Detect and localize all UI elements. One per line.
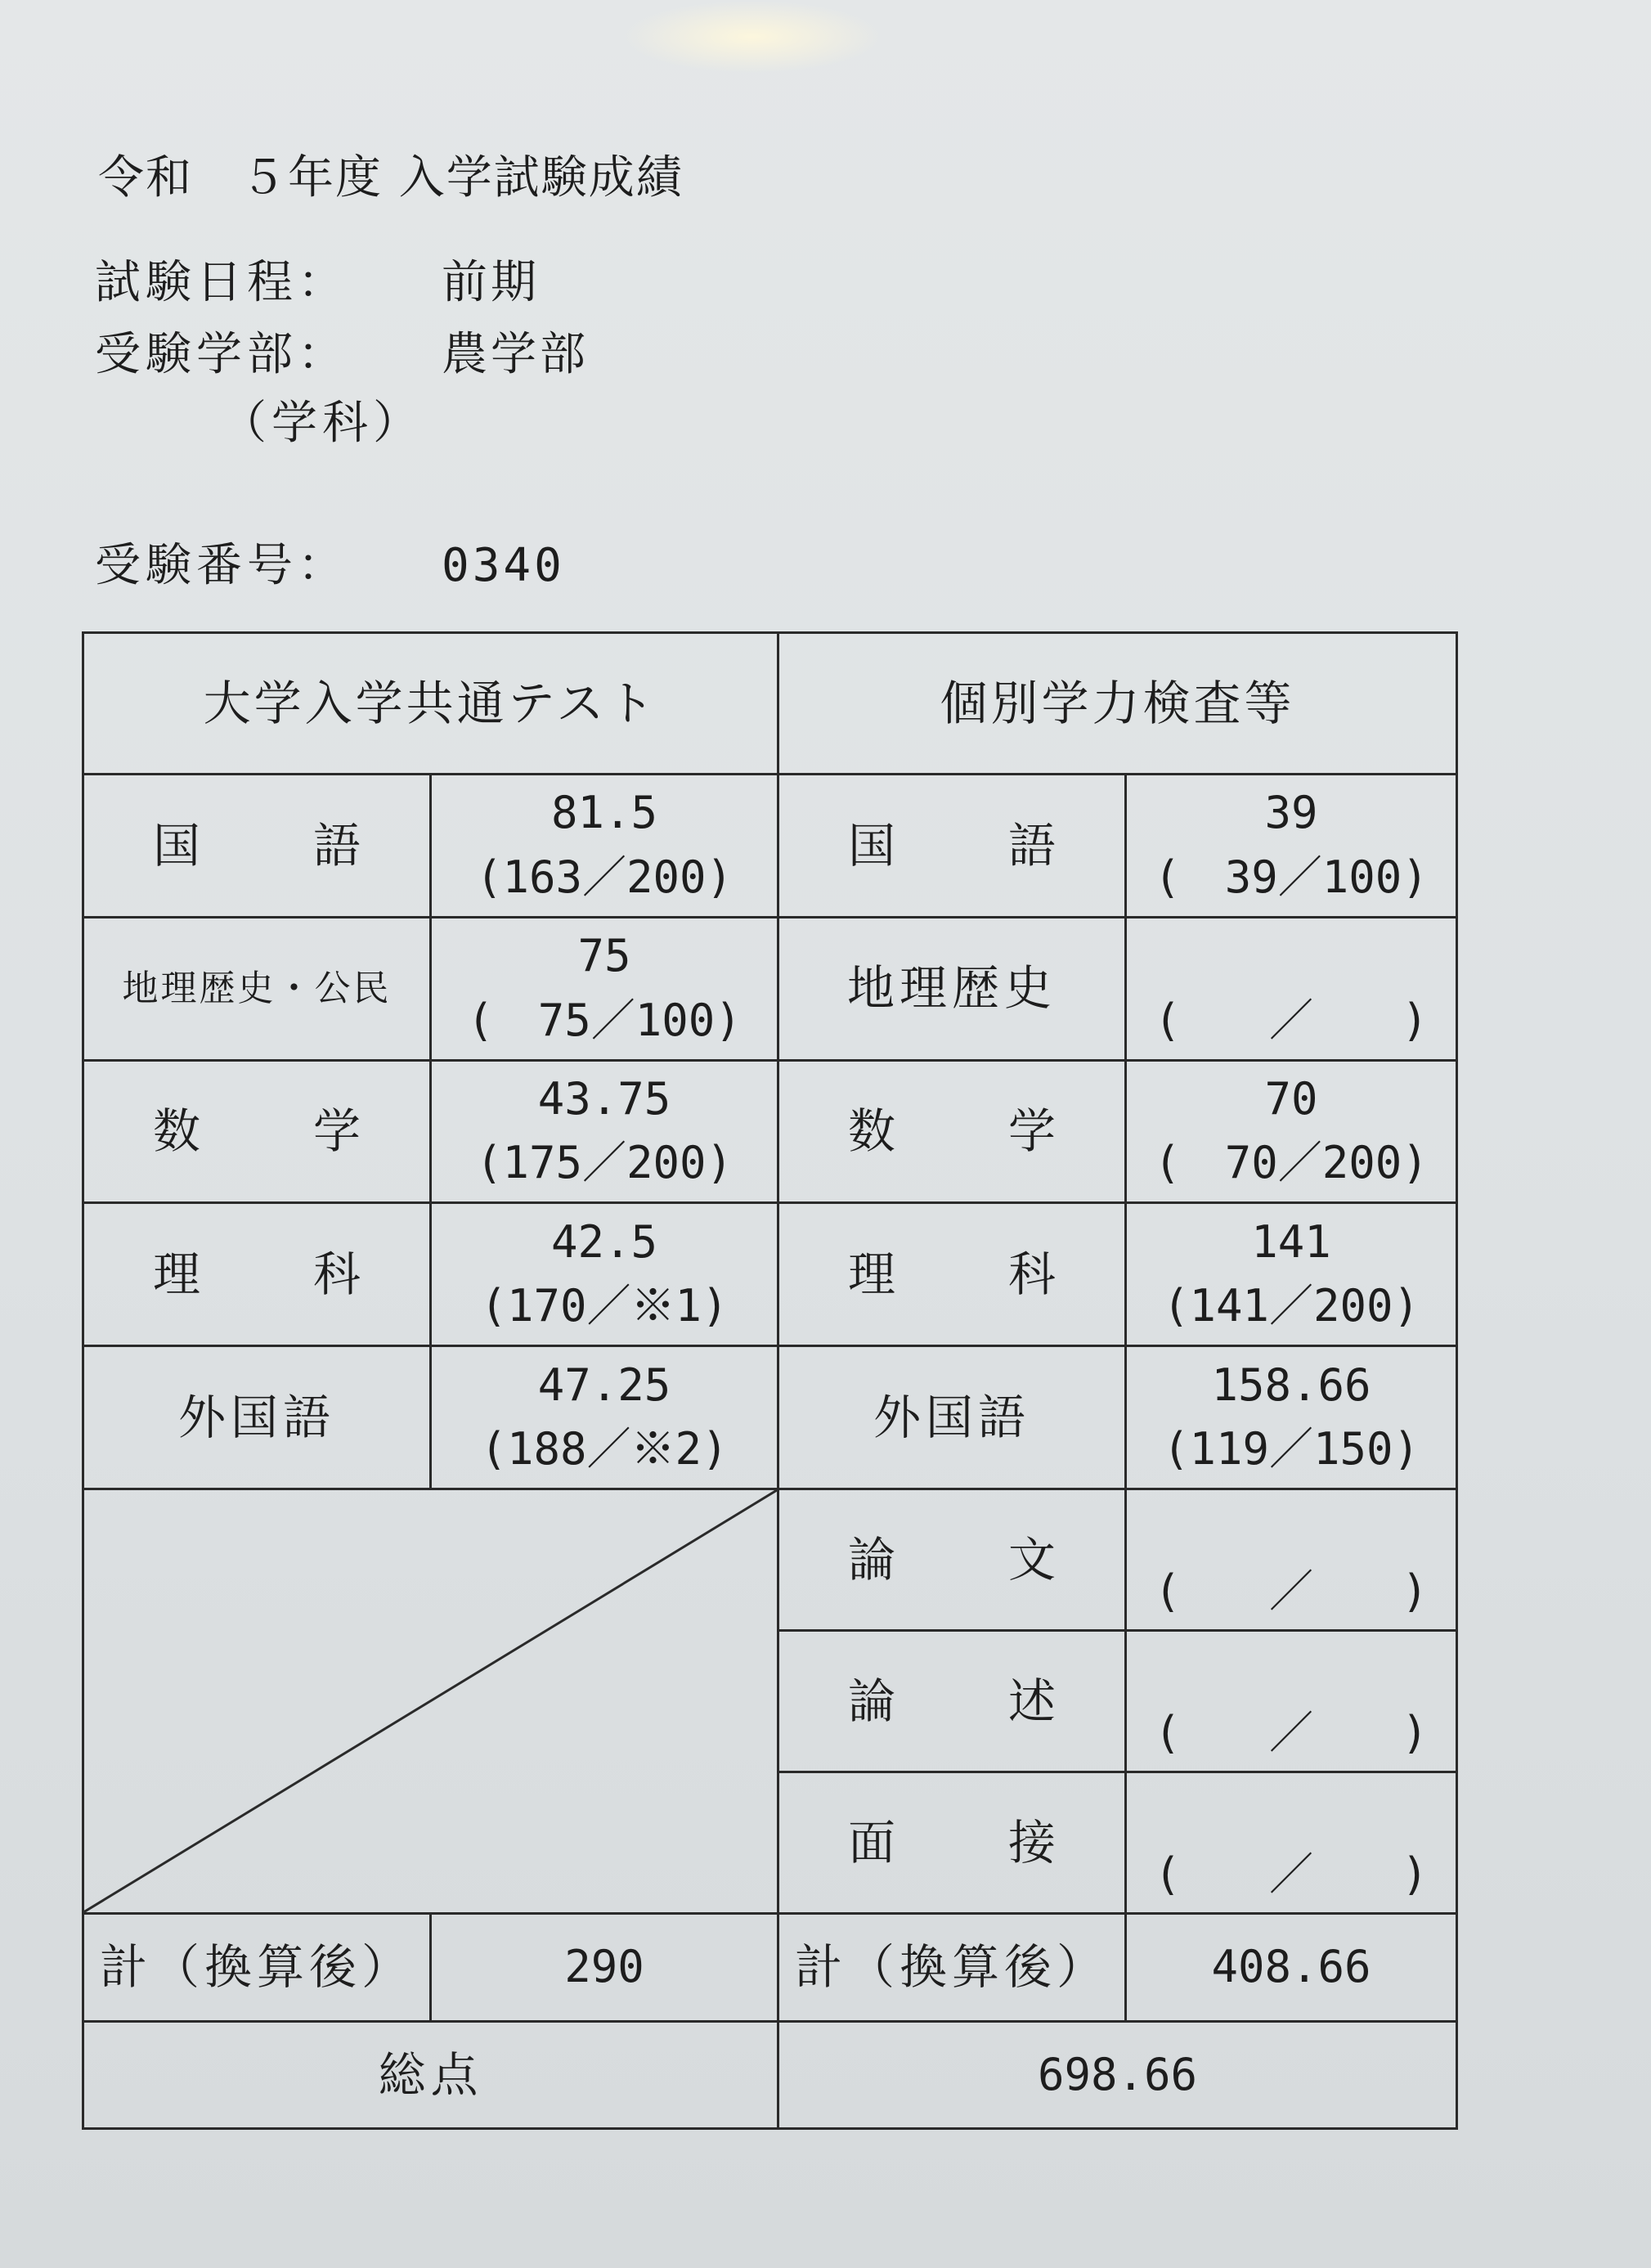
- individual-score-written-answer: [1126, 1630, 1457, 1772]
- individual-score-interview: [1126, 1772, 1457, 1913]
- score-detail: ( 39／100): [1154, 851, 1429, 903]
- score-detail: ( ／ ): [1154, 994, 1429, 1046]
- report-title: 令和 ５年度 入学試験成績: [98, 151, 684, 204]
- individual-subject-geography-history: 地理歴史: [778, 917, 1126, 1060]
- score-value: 39: [1264, 787, 1318, 839]
- score-value: 141: [1251, 1216, 1331, 1269]
- table-header-row: [83, 633, 1457, 775]
- table-row: [83, 1060, 1457, 1203]
- score-detail: (175／200): [475, 1137, 734, 1189]
- score-value: 70: [1264, 1073, 1318, 1125]
- individual-score-essay: [1126, 1489, 1457, 1631]
- blank-diagonal-cell: [83, 1489, 778, 1914]
- score-detail: ( ／ ): [1154, 1706, 1429, 1758]
- score-value: [1127, 924, 1456, 988]
- common-test-header: 大学入学共通テスト: [83, 633, 778, 775]
- score-detail: (119／150): [1162, 1423, 1420, 1475]
- score-value: [1127, 1778, 1456, 1842]
- individual-subject-essay: 論 文: [778, 1489, 1126, 1631]
- common-subject-foreign-language: 外国語: [83, 1346, 431, 1489]
- score-value: [1127, 1637, 1456, 1701]
- table-row: [83, 774, 1457, 917]
- common-subject-geography-civics: 地理歴史・公民: [83, 917, 431, 1060]
- individual-exam-header: 個別学力検査等: [778, 633, 1457, 775]
- score-detail: (188／※2): [480, 1423, 729, 1475]
- individual-subtotal-label: 計（換算後）: [778, 1913, 1126, 2022]
- table-row: [83, 1346, 1457, 1489]
- individual-score-science: [1126, 1203, 1457, 1346]
- exam-number-label: 受験番号：: [95, 539, 348, 592]
- score-value: 158.66: [1211, 1359, 1371, 1411]
- score-value: 75: [577, 930, 631, 982]
- common-subtotal-value: 290: [431, 1913, 778, 2022]
- individual-score-japanese: [1126, 774, 1457, 917]
- common-score-japanese: [431, 774, 778, 917]
- score-value: 43.75: [537, 1073, 671, 1125]
- individual-score-math: [1126, 1060, 1457, 1203]
- individual-subject-science: 理 科: [778, 1203, 1126, 1346]
- table-row: [83, 1489, 1457, 1631]
- schedule-value: 前期: [442, 256, 540, 309]
- individual-subject-math: 数 学: [778, 1060, 1126, 1203]
- individual-subject-interview: 面 接: [778, 1772, 1126, 1913]
- faculty-value: 農学部: [442, 328, 589, 381]
- score-value: [1127, 1496, 1456, 1560]
- score-detail: ( ／ ): [1154, 1848, 1429, 1900]
- common-score-math: [431, 1060, 778, 1203]
- table-row: [83, 917, 1457, 1060]
- common-subject-science: 理 科: [83, 1203, 431, 1346]
- total-row: [83, 2022, 1457, 2129]
- total-label: 総点: [83, 2022, 778, 2129]
- light-glare: [621, 0, 883, 74]
- score-value: 81.5: [550, 787, 658, 839]
- score-detail: (141／200): [1162, 1280, 1420, 1332]
- common-score-foreign-language: [431, 1346, 778, 1489]
- individual-score-foreign-language: [1126, 1346, 1457, 1489]
- score-table: [82, 631, 1458, 2130]
- individual-subtotal-value: 408.66: [1126, 1913, 1457, 2022]
- score-value: 42.5: [550, 1216, 658, 1269]
- schedule-label: 試験日程：: [95, 256, 348, 309]
- common-score-science: [431, 1203, 778, 1346]
- individual-subject-japanese: 国 語: [778, 774, 1126, 917]
- total-value: 698.66: [778, 2022, 1457, 2129]
- exam-number-value: 0340: [442, 539, 565, 592]
- score-detail: ( ／ ): [1154, 1565, 1429, 1618]
- individual-score-geography-history: [1126, 917, 1457, 1060]
- department-label: （学科）: [221, 397, 424, 450]
- diagonal-line: [84, 1490, 777, 1912]
- score-value: 47.25: [537, 1359, 671, 1411]
- individual-subject-written-answer: 論 述: [778, 1630, 1126, 1772]
- score-detail: (163／200): [475, 851, 734, 903]
- common-subject-japanese: 国 語: [83, 774, 431, 917]
- subtotal-row: [83, 1913, 1457, 2022]
- score-detail: (170／※1): [480, 1280, 729, 1332]
- table-row: [83, 1203, 1457, 1346]
- individual-subject-foreign-language: 外国語: [778, 1346, 1126, 1489]
- score-detail: ( 75／100): [467, 994, 742, 1046]
- common-subject-math: 数 学: [83, 1060, 431, 1203]
- score-detail: ( 70／200): [1154, 1137, 1429, 1189]
- common-score-geography-civics: [431, 917, 778, 1060]
- faculty-label: 受験学部：: [95, 328, 348, 381]
- common-subtotal-label: 計（換算後）: [83, 1913, 431, 2022]
